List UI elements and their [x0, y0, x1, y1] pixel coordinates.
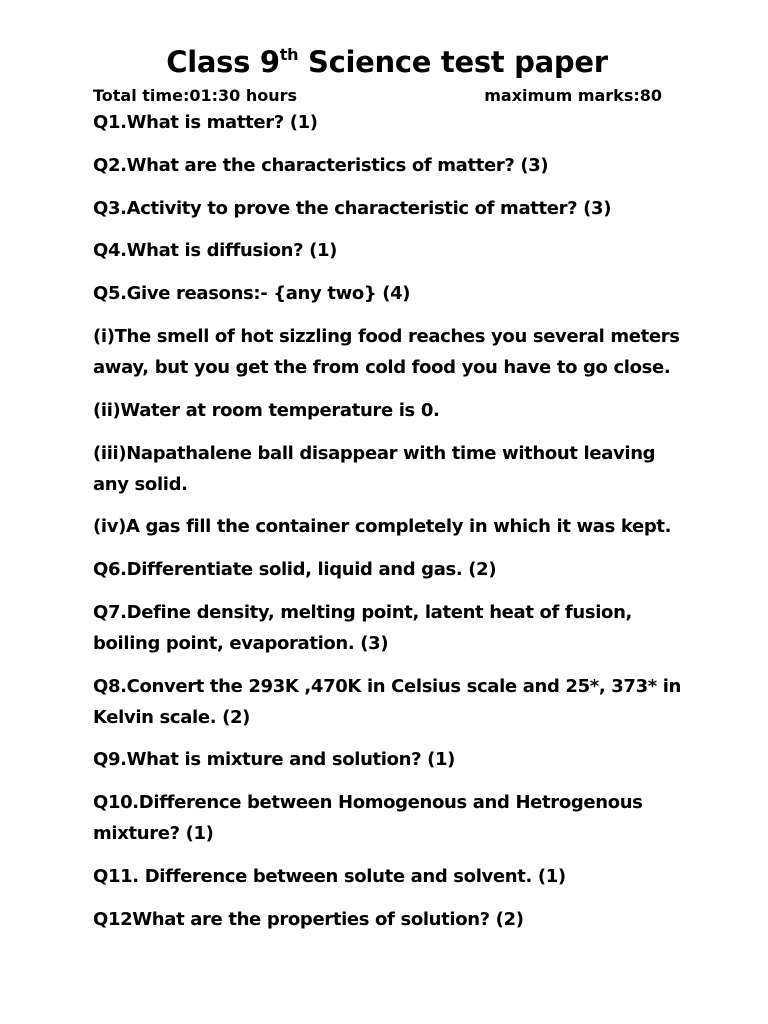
question-item — [93, 193, 683, 224]
question-item — [93, 861, 683, 892]
title-suffix: Science test paper — [298, 45, 608, 79]
question-line: Q8.Convert the 293K ,470K in Celsius scale and 25*, 373* in — [93, 676, 682, 697]
question-item — [93, 235, 683, 266]
question-line: away, but you get the from cold food you have to go close. — [93, 357, 671, 378]
question-item — [93, 744, 683, 775]
question-line: Q5.Give reasons:- {any two} (4) — [93, 283, 411, 304]
question-line: (iii)Napathalene ball disappear with time without leaving — [93, 443, 656, 464]
question-line: any solid. — [93, 474, 188, 495]
page-title — [0, 42, 768, 87]
question-item — [93, 597, 683, 659]
question-item — [93, 395, 683, 426]
question-line: Q10.Difference between Homogenous and Hetrogenous — [93, 792, 643, 813]
question-line: Q12What are the properties of solution? (2) — [93, 909, 524, 930]
question-item — [93, 438, 683, 500]
question-line: Q2.What are the characteristics of matter? (3) — [93, 155, 549, 176]
question-line: (iv)A gas fill the container completely in which it was kept. — [93, 516, 672, 537]
question-line: Q11. Difference between solute and solvent. (1) — [93, 866, 566, 887]
total-time: Total time:01:30 hours — [93, 86, 298, 105]
question-line: Q3.Activity to prove the characteristic of matter? (3) — [93, 198, 612, 219]
question-line: boiling point, evaporation. (3) — [93, 633, 389, 654]
question-line: Q7.Define density, melting point, latent heat of fusion, — [93, 602, 633, 623]
title-prefix: Class 9 — [166, 45, 280, 79]
question-line: Q6.Differentiate solid, liquid and gas. (2) — [93, 559, 497, 580]
question-item — [93, 671, 683, 733]
question-line: (i)The smell of hot sizzling food reaches you several meters — [93, 326, 680, 347]
question-item — [93, 511, 683, 542]
question-item — [93, 321, 683, 383]
question-line: (ii)Water at room temperature is 0. — [93, 400, 440, 421]
question-line: Q4.What is diffusion? (1) — [93, 240, 338, 261]
title-superscript: th — [279, 45, 299, 64]
question-item — [93, 150, 683, 181]
question-item — [93, 787, 683, 849]
maximum-marks: maximum marks:80 — [484, 86, 662, 105]
question-line: Q1.What is matter? (1) — [93, 112, 318, 133]
question-line: Q9.What is mixture and solution? (1) — [93, 749, 456, 770]
question-line: Kelvin scale. (2) — [93, 707, 251, 728]
question-line: mixture? (1) — [93, 823, 214, 844]
question-item — [93, 278, 683, 309]
question-item — [93, 554, 683, 585]
question-item — [93, 904, 683, 935]
question-item — [93, 107, 683, 138]
